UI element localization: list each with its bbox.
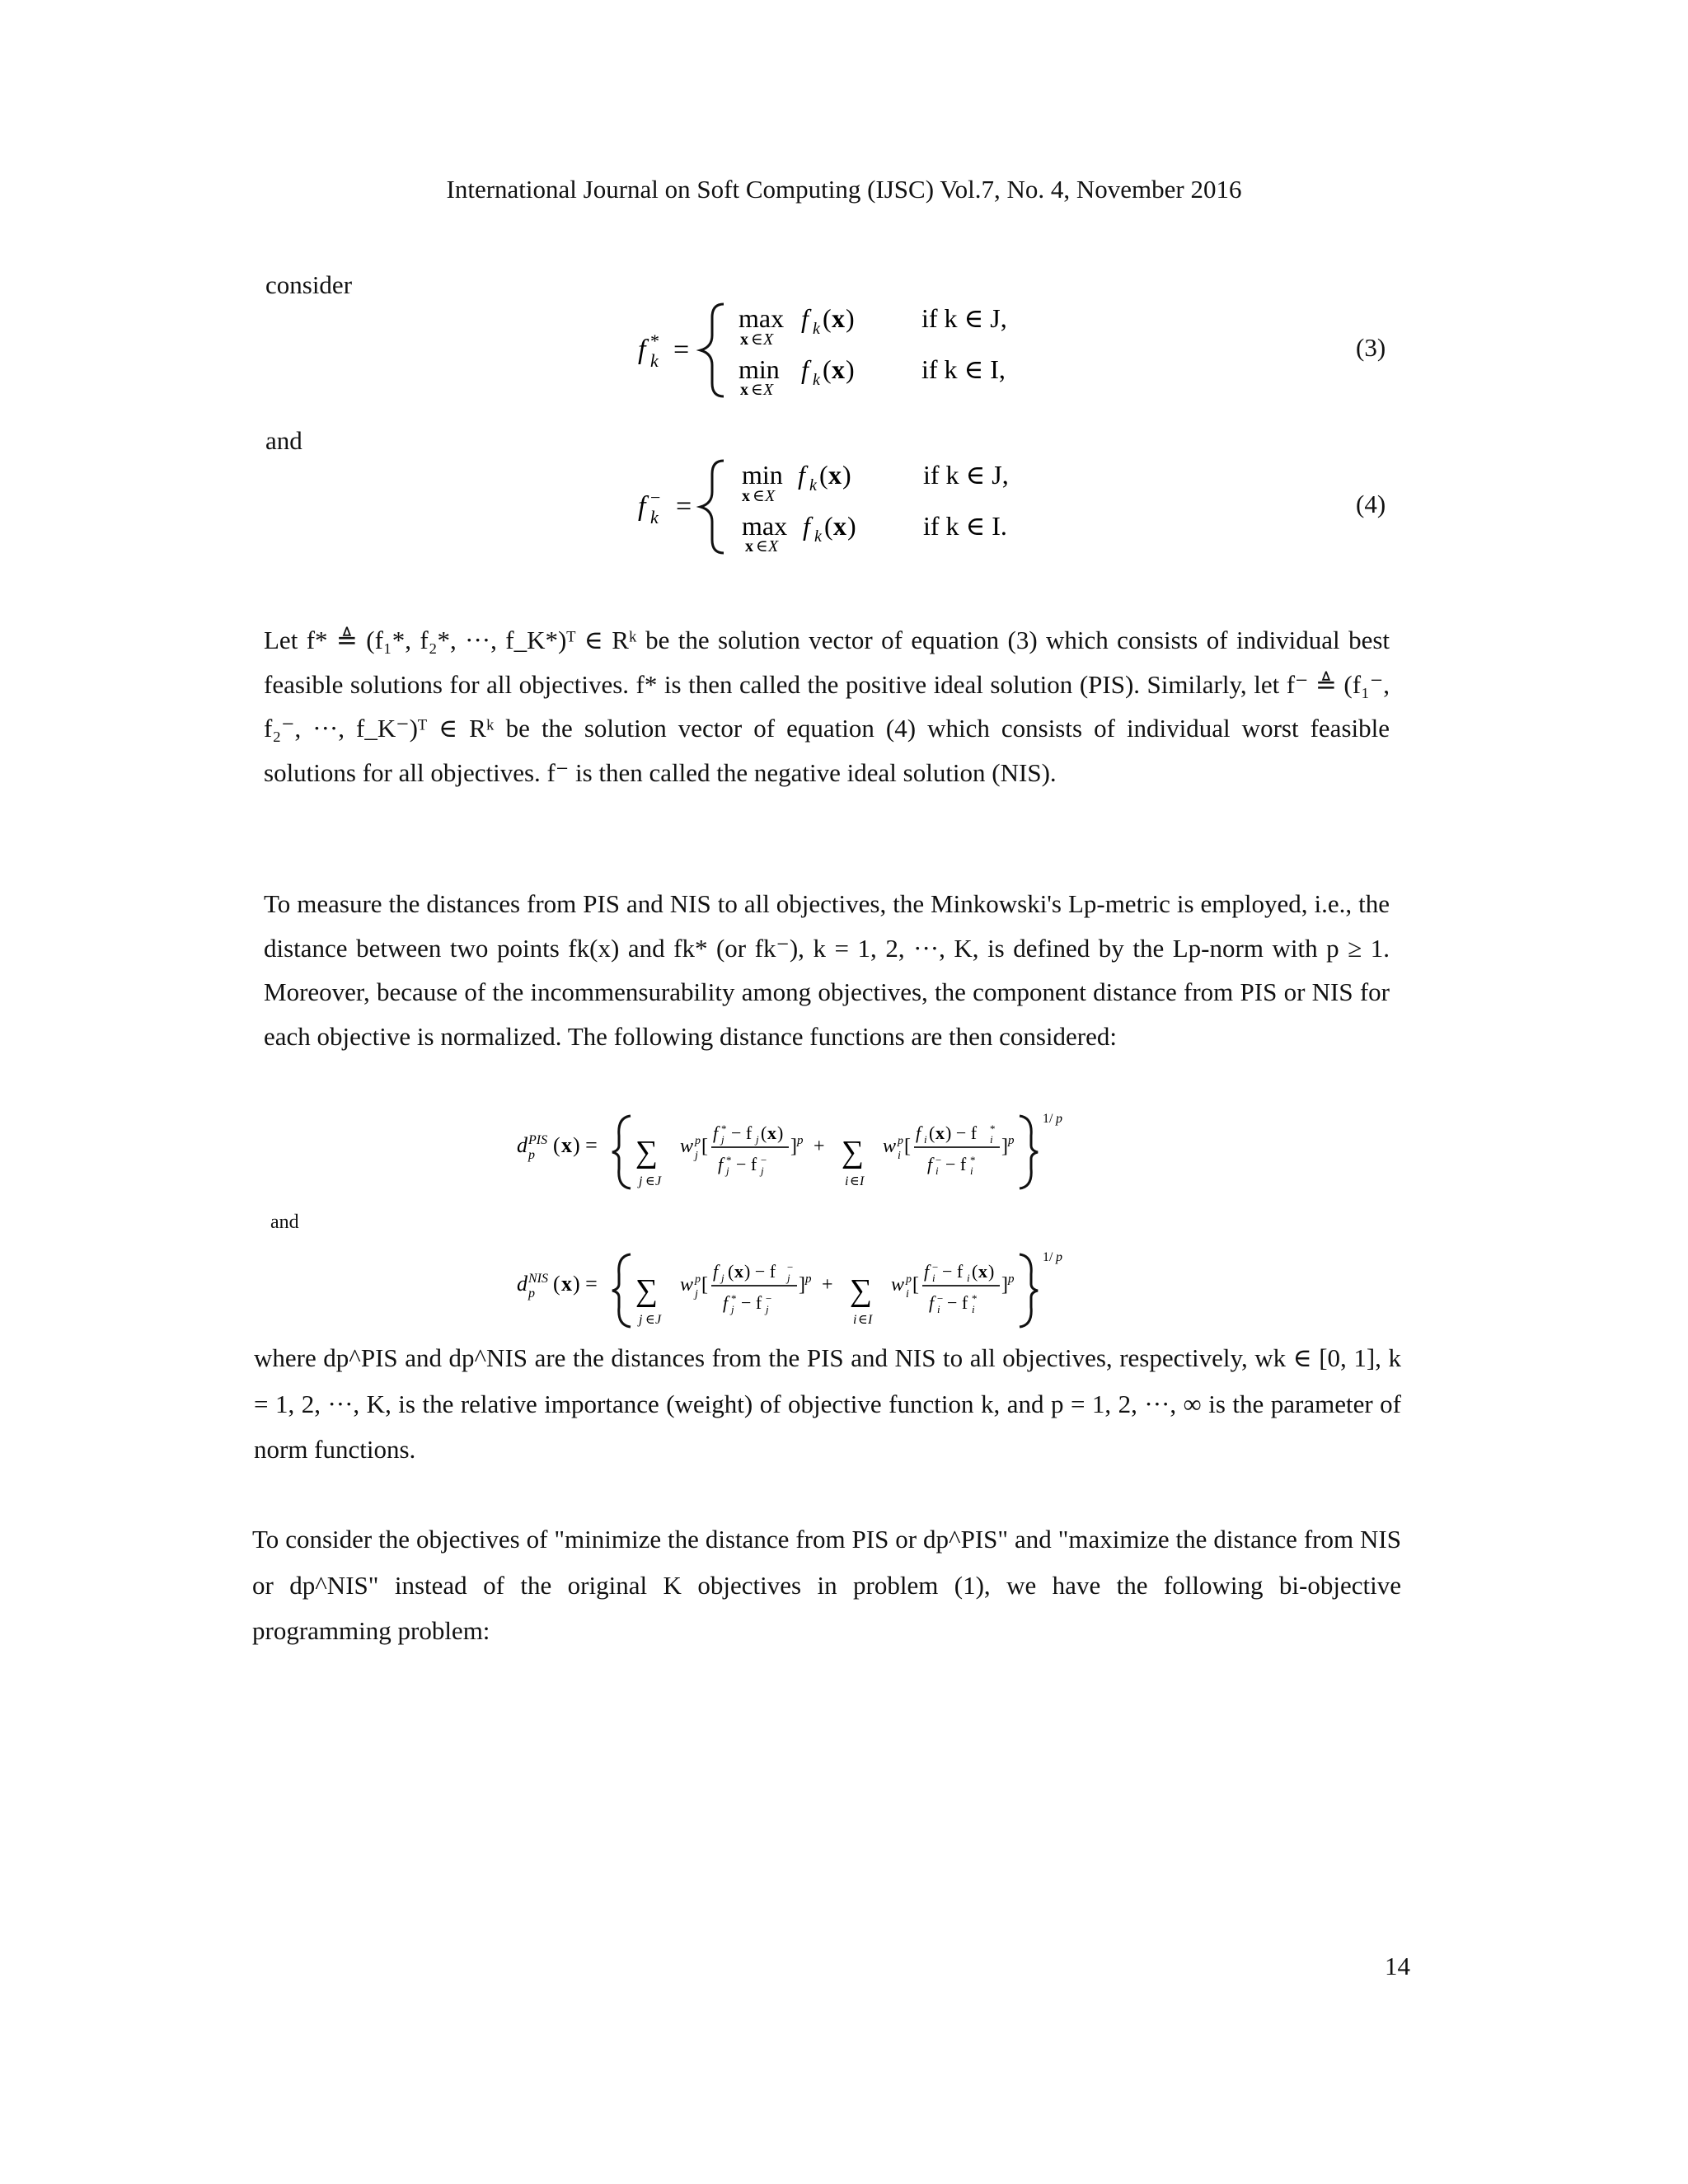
paragraph-where (254, 1335, 1401, 1473)
svg-text:*: * (731, 1292, 737, 1305)
svg-text:j: j (639, 1174, 643, 1188)
label-consider: consider (265, 270, 353, 299)
equation-dnis (515, 1243, 1158, 1333)
svg-text:i: i (970, 1165, 973, 1177)
svg-text:X: X (763, 381, 774, 399)
svg-text:f: f (924, 1261, 930, 1282)
svg-text:min: min (742, 460, 783, 490)
svg-text:j: j (766, 1303, 769, 1315)
svg-text:i: i (845, 1174, 849, 1188)
svg-text:I: I (860, 1174, 865, 1188)
svg-text:J: J (655, 1174, 662, 1188)
svg-text:]: ] (1001, 1274, 1008, 1296)
svg-text:x: x (561, 1133, 572, 1157)
svg-text:+: + (822, 1274, 833, 1296)
svg-text:[: [ (701, 1136, 708, 1157)
equation-3 (626, 293, 1071, 408)
svg-text:): ) (777, 1122, 784, 1143)
svg-text:(: ( (823, 354, 832, 384)
svg-text:j: j (787, 1272, 790, 1284)
svg-text:): ) (988, 1261, 995, 1282)
svg-text:x: x (734, 1261, 743, 1282)
eq3-cond-2: if k ∈ I, (921, 354, 1006, 384)
svg-text:−: − (766, 1292, 772, 1305)
svg-text:): ) (842, 460, 851, 490)
equation-4 (626, 449, 1071, 565)
svg-text:*: * (970, 1154, 976, 1166)
svg-text:]: ] (790, 1136, 797, 1157)
svg-text:p: p (695, 1135, 701, 1147)
svg-text:f: f (929, 1292, 935, 1313)
svg-text:∈: ∈ (751, 381, 763, 399)
svg-text:X: X (765, 487, 776, 505)
svg-text:): ) (846, 303, 855, 333)
svg-text:x: x (767, 1122, 776, 1143)
equation-3-number: (3) (1356, 333, 1386, 362)
svg-text:*: * (721, 1122, 727, 1135)
journal-header: International Journal on Soft Computing (IJSC) Vol.7, No. 4, November 2016 (446, 175, 1242, 204)
svg-text:) − f: ) − f (945, 1122, 978, 1143)
svg-text:j: j (639, 1313, 643, 1327)
eq4-cond-2: if k ∈ I. (923, 511, 1007, 541)
svg-text:*: * (650, 330, 659, 351)
svg-text:x: x (745, 537, 753, 555)
svg-text:k: k (650, 350, 659, 371)
svg-text:) − f: ) − f (744, 1261, 776, 1282)
svg-text:i: i (972, 1303, 975, 1315)
svg-text:): ) (847, 511, 856, 541)
svg-text:[: [ (701, 1274, 708, 1296)
svg-text:]: ] (1001, 1136, 1008, 1157)
page-number: 14 (1385, 1952, 1410, 1980)
svg-text:(: ( (761, 1122, 767, 1143)
svg-text:*: * (726, 1154, 732, 1166)
svg-text:d: d (517, 1133, 528, 1157)
svg-text:− f: − f (741, 1292, 762, 1313)
svg-text:p: p (805, 1272, 812, 1286)
svg-text:x: x (935, 1122, 945, 1143)
svg-text:i: i (853, 1313, 857, 1327)
svg-text:(: ( (553, 1272, 560, 1296)
p1-text: Let f* ≜ (f₁*, f₂*, ···, f_K*)ᵀ ∈ Rᵏ be the solution vector of equation (3) which consists of individual best feasible solutions for all objectives. f* is then called the positive ideal solution (PIS). Similarly, let f⁻ ≜ (f₁⁻, f₂⁻, ···, f_K⁻)ᵀ ∈ Rᵏ be the solution vector of equation (4) which consists of individual worst feasible solutions for all objectives. f⁻ is then called the negative ideal solution (NIS). (264, 626, 1390, 787)
p3-text: where dp^PIS and dp^NIS are the distances from the PIS and NIS to all objectives, respectively, wk ∈ [0, 1], k = 1, 2, ···, K, is the relative importance (weight) of objective function k, and p = 1, 2, ···, ∞ is the parameter of norm functions. (254, 1343, 1401, 1464)
svg-text:x: x (561, 1272, 572, 1296)
svg-text:−: − (935, 1154, 942, 1166)
svg-text:−: − (650, 487, 661, 508)
svg-text:∈: ∈ (753, 487, 765, 505)
svg-text:p: p (695, 1273, 701, 1286)
svg-text:[: [ (912, 1274, 919, 1296)
svg-text:PIS: PIS (528, 1133, 548, 1147)
svg-text:i: i (990, 1133, 993, 1146)
svg-text:∑: ∑ (635, 1273, 659, 1308)
svg-text:*: * (990, 1122, 996, 1135)
svg-text:): ) (846, 354, 855, 384)
svg-text:j: j (756, 1133, 759, 1146)
svg-text:1/: 1/ (1043, 1112, 1053, 1126)
svg-text:d: d (517, 1272, 528, 1296)
equation-4-number: (4) (1356, 490, 1386, 518)
svg-text:j: j (731, 1303, 734, 1315)
svg-text:x: x (832, 354, 845, 384)
svg-text:− f: − f (945, 1154, 967, 1174)
paragraph-bi-objective (252, 1516, 1401, 1654)
svg-text:−: − (937, 1292, 944, 1305)
p2-text: To measure the distances from PIS and NIS to all objectives, the Minkowski's Lp-metric is employed, i.e., the distance between two points fk(x) and fk* (or fk⁻), k = 1, 2, ···, K, is defined by the Lp-norm with p ≥ 1. Moreover, because of the incommensurability among objectives, the component distance from PIS or NIS for each objective is normalized. The following distance functions are then considered: (264, 889, 1390, 1051)
svg-text:− f: − f (736, 1154, 757, 1174)
svg-text:j: j (761, 1165, 764, 1177)
svg-text:=: = (673, 335, 690, 365)
svg-text:j: j (695, 1288, 698, 1301)
svg-text:i: i (935, 1165, 939, 1177)
svg-text:x: x (742, 487, 750, 505)
svg-text:∈: ∈ (645, 1313, 655, 1327)
svg-text:p: p (898, 1135, 903, 1147)
svg-text:−: − (932, 1261, 939, 1273)
svg-text:f: f (803, 511, 810, 541)
svg-text:p: p (906, 1273, 912, 1286)
svg-text:w: w (883, 1136, 897, 1157)
svg-text:∈: ∈ (751, 330, 763, 349)
svg-text:x: x (833, 511, 846, 541)
svg-text:−: − (761, 1154, 767, 1166)
equation-dpis (515, 1104, 1158, 1195)
svg-text:k: k (809, 476, 817, 494)
svg-text:∑: ∑ (635, 1135, 659, 1169)
svg-text:i: i (967, 1272, 970, 1284)
svg-text:(: ( (824, 511, 833, 541)
svg-text:w: w (891, 1274, 905, 1296)
eq3-cond-1: if k ∈ J, (921, 303, 1007, 333)
svg-text:p: p (797, 1134, 804, 1147)
svg-text:(: ( (819, 460, 828, 490)
svg-text:− f: − f (947, 1292, 968, 1313)
svg-text:(: ( (972, 1261, 978, 1282)
svg-text:(: ( (728, 1261, 734, 1282)
svg-text:i: i (898, 1150, 901, 1162)
svg-text:f: f (916, 1122, 921, 1143)
svg-text:f: f (801, 354, 809, 384)
svg-text:w: w (680, 1274, 694, 1296)
svg-text:x: x (740, 381, 748, 399)
svg-text:(: ( (823, 303, 832, 333)
p4-text: To consider the objectives of "minimize the distance from PIS or dp^PIS" and "maximize the distance from NIS or dp^NIS" instead of the original K objectives in problem (1), we have the following bi-objective programming problem: (252, 1525, 1401, 1645)
svg-text:i: i (906, 1288, 909, 1301)
svg-text:p: p (1008, 1272, 1015, 1286)
svg-text:f: f (927, 1154, 933, 1174)
svg-text:p: p (1056, 1250, 1062, 1264)
label-and-2: and (270, 1212, 299, 1233)
svg-text:J: J (655, 1313, 662, 1327)
svg-text:∈: ∈ (756, 537, 768, 555)
svg-text:f: f (718, 1154, 724, 1174)
svg-text:*: * (972, 1292, 978, 1305)
svg-text:x: x (828, 460, 842, 490)
svg-text:+: + (814, 1136, 825, 1157)
svg-text:∑: ∑ (850, 1273, 873, 1308)
svg-text:∈: ∈ (858, 1313, 868, 1327)
svg-text:j: j (721, 1133, 724, 1146)
label-and-1: and (265, 426, 302, 455)
svg-text:x: x (740, 330, 748, 349)
svg-text:1/: 1/ (1043, 1250, 1053, 1264)
svg-text:max: max (742, 511, 788, 541)
svg-text:X: X (768, 537, 779, 555)
svg-text:=: = (676, 491, 692, 522)
svg-text:p: p (528, 1148, 535, 1162)
svg-text:∈: ∈ (850, 1174, 860, 1188)
svg-text:NIS: NIS (528, 1272, 548, 1286)
svg-text:x: x (978, 1261, 987, 1282)
svg-text:p: p (1008, 1134, 1015, 1147)
svg-text:i: i (932, 1272, 935, 1284)
svg-text:j: j (726, 1165, 729, 1177)
svg-text:k: k (813, 371, 820, 389)
svg-text:X: X (763, 330, 774, 349)
svg-text:k: k (813, 320, 820, 338)
svg-text:p: p (528, 1286, 535, 1301)
svg-text:) =: ) = (573, 1133, 598, 1157)
svg-text:f: f (713, 1261, 719, 1282)
svg-text:∑: ∑ (842, 1135, 865, 1169)
svg-text:I: I (868, 1313, 873, 1327)
svg-text:j: j (721, 1272, 724, 1284)
svg-text:x: x (832, 303, 845, 333)
svg-text:max: max (738, 303, 785, 333)
eq4-cond-1: if k ∈ J, (923, 460, 1009, 490)
svg-text:f: f (638, 335, 646, 365)
svg-text:f: f (801, 303, 809, 333)
svg-text:− f: − f (942, 1261, 964, 1282)
svg-text:) =: ) = (573, 1272, 598, 1296)
svg-text:f: f (638, 491, 646, 522)
svg-text:f: f (713, 1122, 719, 1143)
svg-text:k: k (650, 507, 659, 527)
svg-text:(: ( (929, 1122, 935, 1143)
svg-text:w: w (680, 1136, 694, 1157)
svg-text:f: f (798, 460, 805, 490)
svg-text:]: ] (799, 1274, 805, 1296)
paragraph-minkowski (264, 882, 1390, 1058)
svg-text:[: [ (904, 1136, 911, 1157)
svg-text:∈: ∈ (645, 1174, 655, 1188)
svg-text:−: − (787, 1261, 794, 1273)
svg-text:k: k (814, 527, 822, 546)
svg-text:f: f (723, 1292, 729, 1313)
svg-text:i: i (937, 1303, 940, 1315)
svg-text:p: p (1056, 1112, 1062, 1126)
paragraph-pis-nis (264, 618, 1390, 794)
svg-text:(: ( (553, 1133, 560, 1157)
svg-text:− f: − f (731, 1122, 753, 1143)
svg-text:min: min (738, 354, 780, 384)
svg-text:i: i (924, 1133, 927, 1146)
svg-text:j: j (695, 1150, 698, 1162)
